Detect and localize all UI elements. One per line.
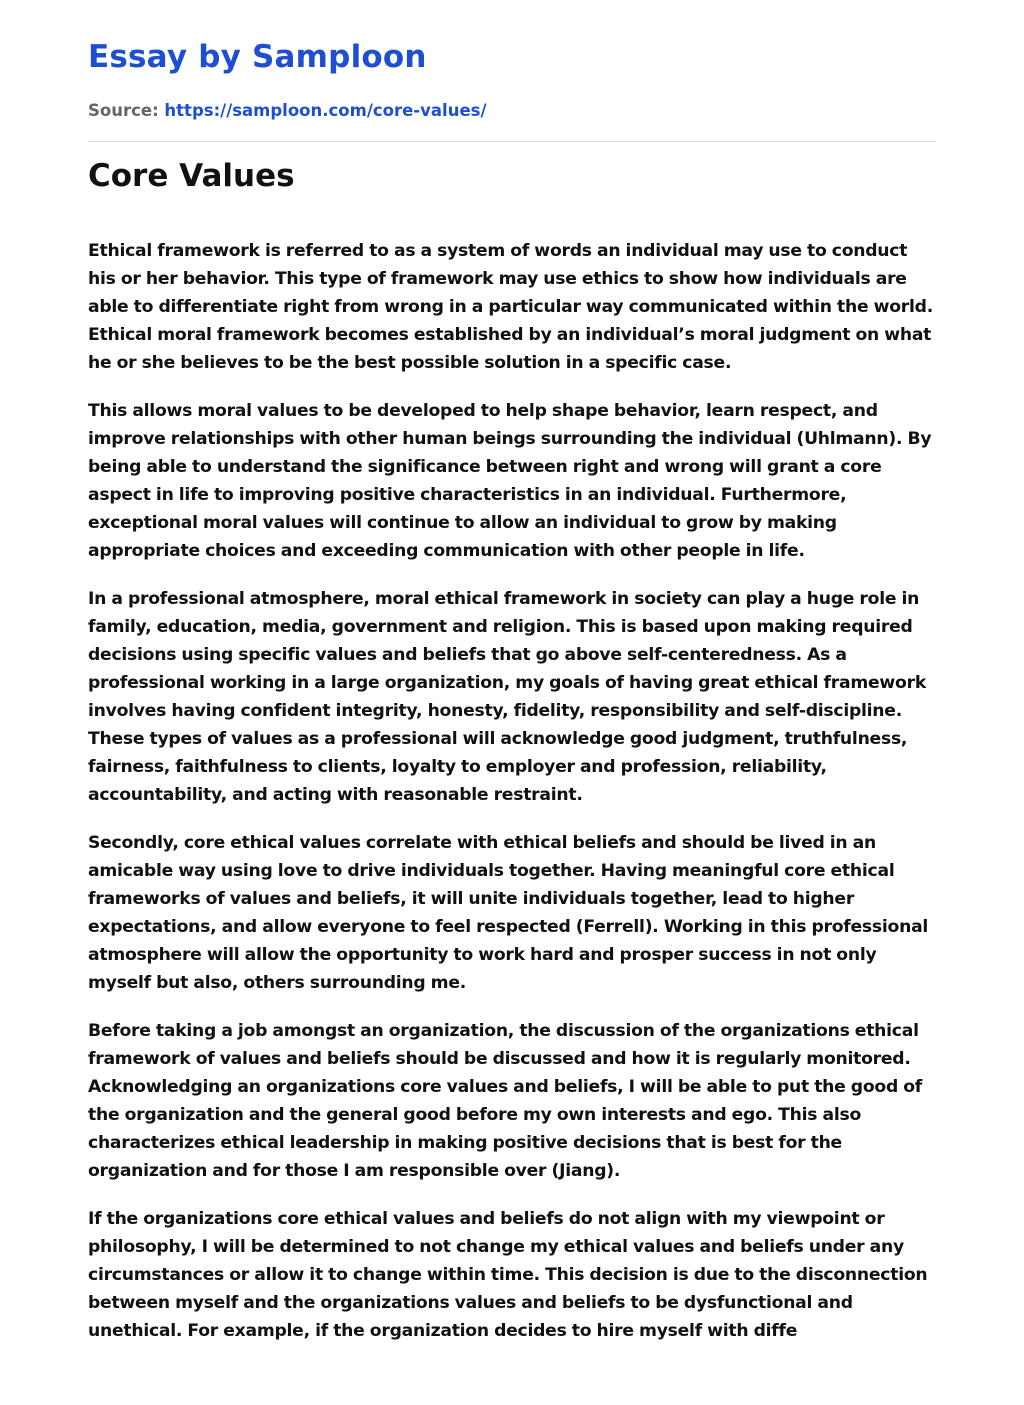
essay-paragraph: Secondly, core ethical values correlate with ethical beliefs and should be lived in an amicable way using love to drive individuals together. Having meaningful core ethical frameworks of values and beliefs, it will unite individuals together, lead to higher expectations, and allow everyone to feel respected (Ferrell). Working in this professional atmosphere will allow the opportunity to work hard and prosper success in not only myself but also, others surrounding me.: [88, 833, 929, 993]
essay-paragraph: If the organizations core ethical values and beliefs do not align with my viewpoint or philosophy, I will be determined to not change my ethical values and beliefs under any circumstances or allow it to change within time. This decision is due to the disconnection between myself and the organizations values and beliefs to be dysfunctional and unethical. For example, if the organization decides to hire myself with diffe: [88, 1209, 928, 1341]
brand-title: Essay by Samploon: [88, 39, 427, 75]
essay-paragraph: This allows moral values to be developed to help shape behavior, learn respect, and improve relationships with other human beings surrounding the individual (Uhlmann). By being able to understand the significance between right and wrong will grant a core aspect in life to improving positive characteristics in an individual. Furthermore, exceptional moral values will continue to allow an individual to grow by making appropriate choices and exceeding communication with other people in life.: [88, 401, 932, 561]
essay-body: [88, 237, 936, 1345]
essay-paragraph: In a professional atmosphere, moral ethical framework in society can play a huge role in family, education, media, government and religion. This is based upon making required decisions using specific values and beliefs that go above self-centeredness. As a professional working in a large organization, my goals of having great ethical framework involves having confident integrity, honesty, fidelity, responsibility and self-discipline. These types of values as a professional will acknowledge good judgment, truthfulness, fairness, faithfulness to clients, loyalty to employer and profession, reliability, accountability, and acting with reasonable restraint.: [88, 589, 927, 805]
header-divider: [88, 141, 936, 142]
essay-paragraph: Before taking a job amongst an organization, the discussion of the organizations ethical framework of values and beliefs should be discussed and how it is regularly monitored. Acknowledging an organizations core values and beliefs, I will be able to put the good of the organization and the general good before my own interests and ego. This also characterizes ethical leadership in making positive decisions that is best for the organization and for those I am responsible over (Jiang).: [88, 1021, 923, 1181]
source-label: Source:: [88, 101, 165, 120]
essay-page: [88, 0, 936, 1365]
source-link[interactable]: https://samploon.com/core-values/: [164, 101, 487, 120]
source-line: [88, 100, 936, 122]
essay-paragraph: Ethical framework is referred to as a system of words an individual may use to conduct his or her behavior. This type of framework may use ethics to show how individuals are able to differentiate right from wrong in a particular way communicated within the world. Ethical moral framework becomes established by an individual’s moral judgment on what he or she believes to be the best possible solution in a specific case.: [88, 241, 934, 373]
essay-title: Core Values: [88, 158, 295, 194]
